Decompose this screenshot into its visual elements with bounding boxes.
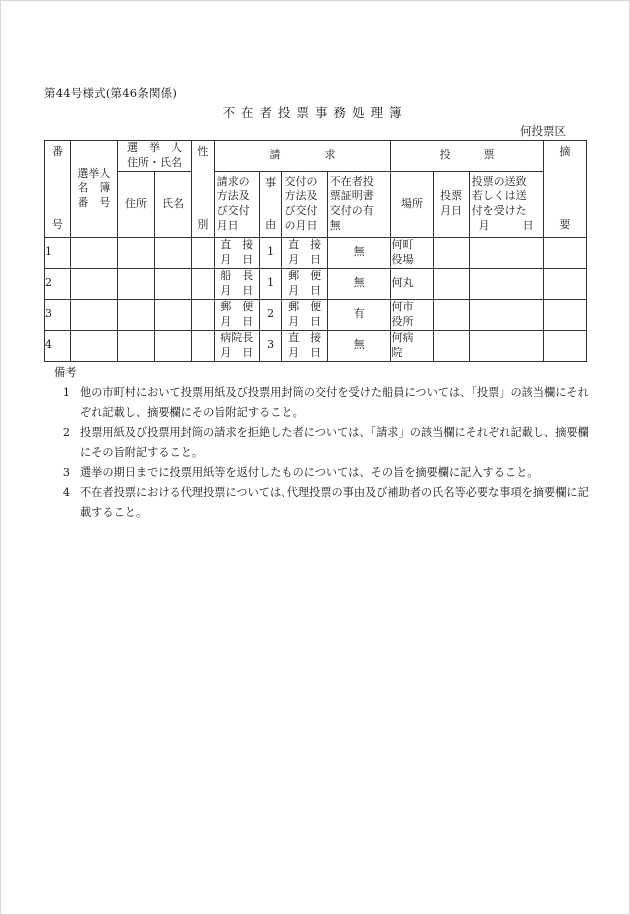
remarks-cell: [543, 299, 586, 330]
note-text: 他の市町村において投票用紙及び投票用封筒の交付を受けた船員については、「投票」の該当欄にそれぞれ記載し、摘要欄にその旨附記すること。: [80, 386, 589, 419]
vote-date-cell: [433, 330, 469, 361]
certificate-cell: 無: [327, 268, 391, 299]
header-koufu-houhou-1: 交付の: [284, 174, 318, 188]
request-method: 船 長: [220, 268, 254, 282]
jusho-cell: [118, 299, 155, 330]
delivery-date: 月 日: [288, 283, 322, 297]
delivery-method: 直 接: [288, 237, 322, 251]
header-souchi-1: 投票の送致: [471, 174, 527, 188]
note-item: [44, 463, 589, 483]
header-jusho: 住所: [118, 171, 155, 237]
delivery-method-cell: [282, 299, 327, 330]
header-you: 要: [559, 217, 571, 231]
sent-date-cell: [469, 237, 543, 268]
header-koufu-houhou: [282, 171, 327, 237]
note-number: 2: [62, 426, 70, 439]
header-fuzaisha-4: 無: [329, 219, 341, 233]
note-text: 不在者投票における代理投票については､代理投票の事由及び補助者の氏名等必要な事項を摘要欄に記載すること。: [80, 486, 589, 519]
sent-date-cell: [469, 268, 543, 299]
shimei-cell: [155, 237, 192, 268]
note-number: 3: [62, 466, 70, 479]
delivery-method-cell: [282, 330, 327, 361]
shimei-cell: [155, 299, 192, 330]
header-touhyou: 投 票: [391, 141, 543, 172]
sei-cell: [192, 299, 215, 330]
row-number: 3: [45, 299, 71, 330]
note-number: 4: [62, 486, 70, 499]
header-meibo-line-1: 選挙人: [77, 166, 111, 180]
sent-date-cell: [469, 299, 543, 330]
header-betsu: 別: [197, 217, 209, 231]
place-cell: [391, 299, 433, 330]
header-tekiyou: [543, 141, 586, 238]
certificate-cell: 無: [327, 330, 391, 361]
place-line-1: 何丸: [391, 276, 414, 290]
reason-cell: 3: [259, 330, 282, 361]
delivery-method-cell: [282, 237, 327, 268]
reason-cell: 1: [259, 268, 282, 299]
row-number: 1: [45, 237, 71, 268]
delivery-method: 直 接: [288, 330, 322, 344]
request-method-cell: [214, 299, 259, 330]
table-row: [45, 299, 587, 330]
header-meibo-line-2: 名 簿: [77, 181, 111, 195]
request-method: 郵 便: [220, 299, 254, 313]
delivery-method: 郵 便: [288, 299, 322, 313]
document-title: 不在者投票事務処理簿: [222, 105, 408, 120]
register-table: [44, 140, 587, 362]
request-method-cell: [214, 268, 259, 299]
note-number: 1: [62, 386, 70, 399]
place-line-2: 院: [391, 345, 403, 359]
header-koufu-houhou-2: 方法及: [284, 189, 318, 203]
header-fuzaisha-3: 交付の有: [329, 204, 374, 218]
header-row-2: [45, 171, 587, 173]
request-method: 直 接: [220, 237, 254, 251]
row-number: 2: [45, 268, 71, 299]
place-cell: [391, 237, 433, 268]
header-meibo-bangou: [70, 141, 117, 238]
delivery-date: 月 日: [288, 314, 322, 328]
header-fuzaisha-2: 票証明書: [329, 189, 374, 203]
vote-date-cell: [433, 299, 469, 330]
header-teki: 摘: [559, 145, 571, 158]
place-line-2: 役所: [391, 314, 414, 328]
table-row: [45, 330, 587, 361]
sei-cell: [192, 268, 215, 299]
header-souchi-3: 付を受けた: [471, 204, 527, 218]
header-seikyu-houhou-2: 方法及: [216, 189, 250, 203]
header-seikyu-houhou: [214, 171, 259, 237]
sei-cell: [192, 237, 215, 268]
notes-heading: 備考: [54, 366, 77, 379]
request-date: 月 日: [220, 283, 254, 297]
remarks-cell: [543, 237, 586, 268]
header-ji: 事: [265, 175, 277, 189]
notes-section: [44, 363, 589, 523]
header-touhyou-gappi-2: 月日: [440, 204, 463, 218]
header-seikyu-houhou-1: 請求の: [216, 174, 250, 188]
place-line-1: 何病: [391, 330, 414, 344]
header-sei: 性: [197, 145, 209, 158]
note-item: [44, 483, 589, 523]
header-touhyou-gappi: [433, 171, 469, 237]
header-touhyou-gappi-1: 投票: [440, 189, 463, 203]
meibo-cell: [70, 268, 117, 299]
header-jiyu: [259, 171, 282, 237]
header-senkyonin-line: 選 挙 人: [127, 141, 183, 154]
meibo-cell: [70, 330, 117, 361]
header-shimei: 氏名: [155, 171, 192, 237]
reason-cell: 2: [259, 299, 282, 330]
place-cell: [391, 268, 433, 299]
header-fuzaisha-1: 不在者投: [329, 174, 374, 188]
note-item: [44, 383, 589, 423]
shimei-cell: [155, 268, 192, 299]
certificate-cell: 有: [327, 299, 391, 330]
table-row: [45, 237, 587, 268]
delivery-date: 月 日: [288, 252, 322, 266]
request-method: 病院長: [220, 330, 254, 344]
header-seikyu-houhou-4: 月日: [216, 219, 239, 233]
note-text: 選挙の期日までに投票用紙等を返付したものについては、その旨を摘要欄に記入すること。: [80, 466, 539, 479]
place-cell: [391, 330, 433, 361]
jusho-cell: [118, 330, 155, 361]
header-souchi-4: 月 日: [478, 219, 534, 233]
header-row-1: [45, 141, 587, 172]
row-number: 4: [45, 330, 71, 361]
request-date: 月 日: [220, 345, 254, 359]
header-souchi-2: 若しくは送: [471, 189, 527, 203]
note-text: 投票用紙及び投票用封筒の請求を拒絶した者については、「請求」の該当欄にそれぞれ記載し、摘要欄にその旨附記すること。: [80, 426, 589, 459]
header-go: 号: [51, 217, 63, 231]
request-method-cell: [214, 237, 259, 268]
table-row: [45, 268, 587, 299]
header-souchi: [469, 171, 543, 237]
header-senkyonin: [118, 141, 192, 172]
header-meibo-line-3: 番 号: [77, 196, 111, 210]
delivery-date: 月 日: [288, 345, 322, 359]
header-koufu-houhou-4: の月日: [284, 219, 318, 233]
header-basho: 場所: [391, 171, 433, 237]
delivery-method-cell: [282, 268, 327, 299]
header-seibetsu: [192, 141, 215, 238]
delivery-method: 郵 便: [288, 268, 322, 282]
remarks-cell: [543, 268, 586, 299]
sent-date-cell: [469, 330, 543, 361]
header-seikyu-houhou-3: び交付: [216, 204, 250, 218]
district-label: 何投票区: [520, 124, 566, 138]
place-line-1: 何市: [391, 299, 414, 313]
vote-date-cell: [433, 237, 469, 268]
header-fuzaisha-shoumei: [327, 171, 391, 237]
sei-cell: [192, 330, 215, 361]
reason-cell: 1: [259, 237, 282, 268]
header-koufu-houhou-3: び交付: [284, 204, 318, 218]
note-item: [44, 423, 589, 463]
jusho-cell: [118, 237, 155, 268]
vote-date-cell: [433, 268, 469, 299]
request-date: 月 日: [220, 252, 254, 266]
meibo-cell: [70, 299, 117, 330]
place-line-1: 何町: [391, 237, 414, 251]
request-method-cell: [214, 330, 259, 361]
header-ban: 番: [51, 145, 63, 158]
header-seikyu: 請 求: [214, 141, 391, 172]
place-line-2: 役場: [391, 252, 414, 266]
form-number-label: 第44号様式(第46条関係): [44, 86, 178, 100]
certificate-cell: 無: [327, 237, 391, 268]
header-jusho-shimei: 住所・氏名: [127, 155, 183, 169]
meibo-cell: [70, 237, 117, 268]
request-date: 月 日: [220, 314, 254, 328]
remarks-cell: [543, 330, 586, 361]
jusho-cell: [118, 268, 155, 299]
shimei-cell: [155, 330, 192, 361]
header-yu: 由: [265, 217, 277, 231]
header-ban-go: [45, 141, 71, 238]
